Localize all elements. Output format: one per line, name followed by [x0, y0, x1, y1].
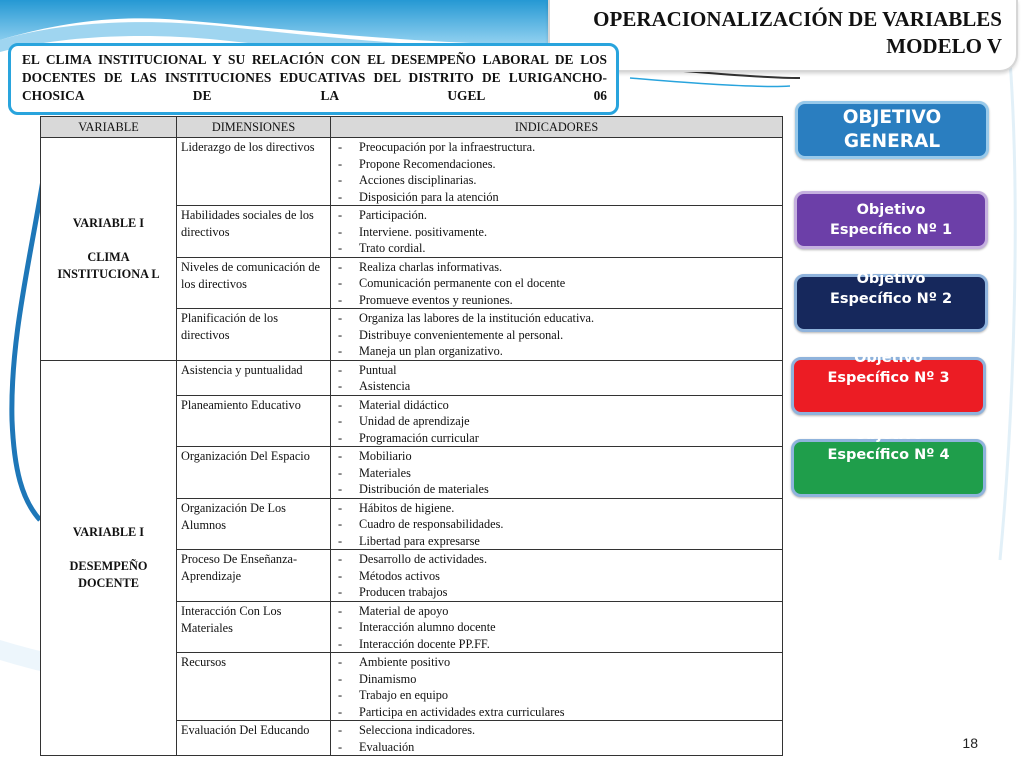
- indicator-item: - Cuadro de responsabilidades.: [338, 517, 504, 531]
- dimension-cell: Planeamiento Educativo: [177, 395, 331, 447]
- indicator-item: - Evaluación: [338, 739, 415, 754]
- specific-objective-number: Específico Nº 4: [827, 447, 950, 463]
- indicator-item: - Organiza las labores de la institución educativa.: [338, 311, 595, 325]
- specific-objective-number: Específico Nº 1: [829, 222, 953, 238]
- indicator-item: - Trato cordial.: [338, 241, 426, 255]
- indicators-cell: [331, 601, 783, 653]
- indicator-item: - Disposición para la atención: [338, 189, 499, 204]
- header-dimensions: DIMENSIONES: [177, 117, 331, 138]
- indicator-item: - Mobiliario: [338, 449, 412, 463]
- indicator-item: - Participa en actividades extra curriculares: [338, 704, 565, 719]
- dimension-cell: Organización Del Espacio: [177, 447, 331, 499]
- table-header-row: [41, 117, 783, 138]
- dimension-cell: Niveles de comunicación de los directivos: [177, 257, 331, 309]
- indicator-item: - Interacción docente PP.FF.: [338, 636, 490, 651]
- table-row: [41, 138, 783, 206]
- dimension-cell: Habilidades sociales de los directivos: [177, 206, 331, 258]
- indicator-item: - Distribución de materiales: [338, 482, 489, 496]
- indicators-cell: [331, 721, 783, 756]
- specific-objective-4-button[interactable]: [791, 427, 986, 497]
- variable-cell: [41, 360, 177, 756]
- specific-objective-label: Objetivo: [854, 350, 923, 366]
- indicator-item: - Unidad de aprendizaje: [338, 414, 470, 428]
- indicators-cell: [331, 138, 783, 206]
- specific-objective-3-button[interactable]: [791, 350, 986, 415]
- indicator-item: - Ambiente positivo: [338, 655, 451, 669]
- indicators-cell: [331, 653, 783, 721]
- general-objective-line-2: GENERAL: [843, 131, 941, 152]
- variable-cell: [41, 138, 177, 361]
- indicator-item: - Desarrollo de actividades.: [338, 552, 488, 566]
- variable-description: CLIMA INSTITUCIONA L: [57, 249, 160, 281]
- indicator-item: - Comunicación permanente con el docente: [338, 276, 566, 290]
- dimension-cell: Evaluación Del Educando: [177, 721, 331, 756]
- variable-name: VARIABLE I: [72, 524, 145, 539]
- indicator-item: - Acciones disciplinarias.: [338, 173, 477, 187]
- dimension-cell: Asistencia y puntualidad: [177, 360, 331, 395]
- indicator-item: - Trabajo en equipo: [338, 688, 449, 702]
- variable-description: DESEMPEÑO DOCENTE: [69, 558, 148, 590]
- indicators-cell: [331, 447, 783, 499]
- indicator-item: - Maneja un plan organizativo.: [338, 344, 503, 358]
- dimension-cell: Proceso De Enseñanza-Aprendizaje: [177, 550, 331, 602]
- indicator-item: - Materiales: [338, 465, 411, 480]
- specific-objective-label: Objetivo: [854, 427, 923, 443]
- indicator-item: - Material de apoyo: [338, 603, 449, 618]
- dimension-cell: Liderazgo de los directivos: [177, 138, 331, 206]
- specific-objective-2-button[interactable]: [794, 271, 988, 332]
- specific-objective-label: Objetivo: [856, 202, 926, 218]
- indicators-cell: [331, 206, 783, 258]
- general-objective-line-1: OBJETIVO: [842, 107, 942, 128]
- indicator-item: - Preocupación por la infraestructura.: [338, 140, 536, 154]
- specific-objective-number: Específico Nº 3: [827, 370, 950, 386]
- indicators-cell: [331, 550, 783, 602]
- dimension-cell: Planificación de los directivos: [177, 309, 331, 361]
- specific-objective-label: Objetivo: [856, 271, 926, 287]
- header-indicators: INDICADORES: [331, 117, 783, 138]
- indicator-item: - Propone Recomendaciones.: [338, 156, 496, 171]
- page-title-line-2: MODELO V: [886, 34, 1002, 58]
- indicator-item: - Material didáctico: [338, 397, 449, 412]
- indicators-cell: [331, 309, 783, 361]
- indicator-item: - Selecciona indicadores.: [338, 723, 476, 737]
- indicator-item: - Programación curricular: [338, 430, 479, 445]
- indicators-cell: [331, 498, 783, 550]
- table-row: [41, 360, 783, 395]
- header-variable: VARIABLE: [41, 117, 177, 138]
- general-objective-button[interactable]: [795, 101, 989, 159]
- indicators-cell: [331, 360, 783, 395]
- indicator-item: - Puntual: [338, 362, 397, 377]
- indicators-cell: [331, 257, 783, 309]
- indicator-item: - Interviene. positivamente.: [338, 224, 488, 239]
- dimension-cell: Recursos: [177, 653, 331, 721]
- indicator-item: - Producen trabajos: [338, 585, 448, 599]
- page-number: 18: [962, 735, 978, 751]
- operationalization-table: [40, 116, 783, 756]
- indicator-item: - Distribuye convenientemente al personal.: [338, 327, 564, 342]
- indicator-item: - Asistencia: [338, 379, 411, 393]
- indicators-cell: [331, 395, 783, 447]
- research-title-text: EL CLIMA INSTITUCIONAL Y SU RELACIÓN CON EL DESEMPEÑO LABORAL DE LOS DOCENTES DE LAS INSTITUCIONES EDUCATIVAS DEL DISTRITO DE LURIGANCHO-CHOSICA DE LA UGEL 06: [22, 52, 607, 103]
- indicator-item: - Interacción alumno docente: [338, 620, 496, 634]
- indicator-item: - Métodos activos: [338, 568, 440, 583]
- dimension-cell: Organización De Los Alumnos: [177, 498, 331, 550]
- indicator-item: - Hábitos de higiene.: [338, 500, 455, 515]
- page-title-line-1: OPERACIONALIZACIÓN DE VARIABLES: [593, 7, 1002, 31]
- indicator-item: - Participación.: [338, 208, 427, 222]
- variable-name: VARIABLE I: [72, 215, 145, 230]
- dimension-cell: Interacción Con Los Materiales: [177, 601, 331, 653]
- specific-objective-number: Específico Nº 2: [829, 291, 953, 307]
- indicator-item: - Promueve eventos y reuniones.: [338, 292, 513, 307]
- indicator-item: - Libertad para expresarse: [338, 533, 480, 548]
- research-title-box: [8, 43, 619, 115]
- indicator-item: - Realiza charlas informativas.: [338, 259, 503, 274]
- indicator-item: - Dinamismo: [338, 671, 417, 686]
- specific-objective-1-button[interactable]: [794, 191, 988, 249]
